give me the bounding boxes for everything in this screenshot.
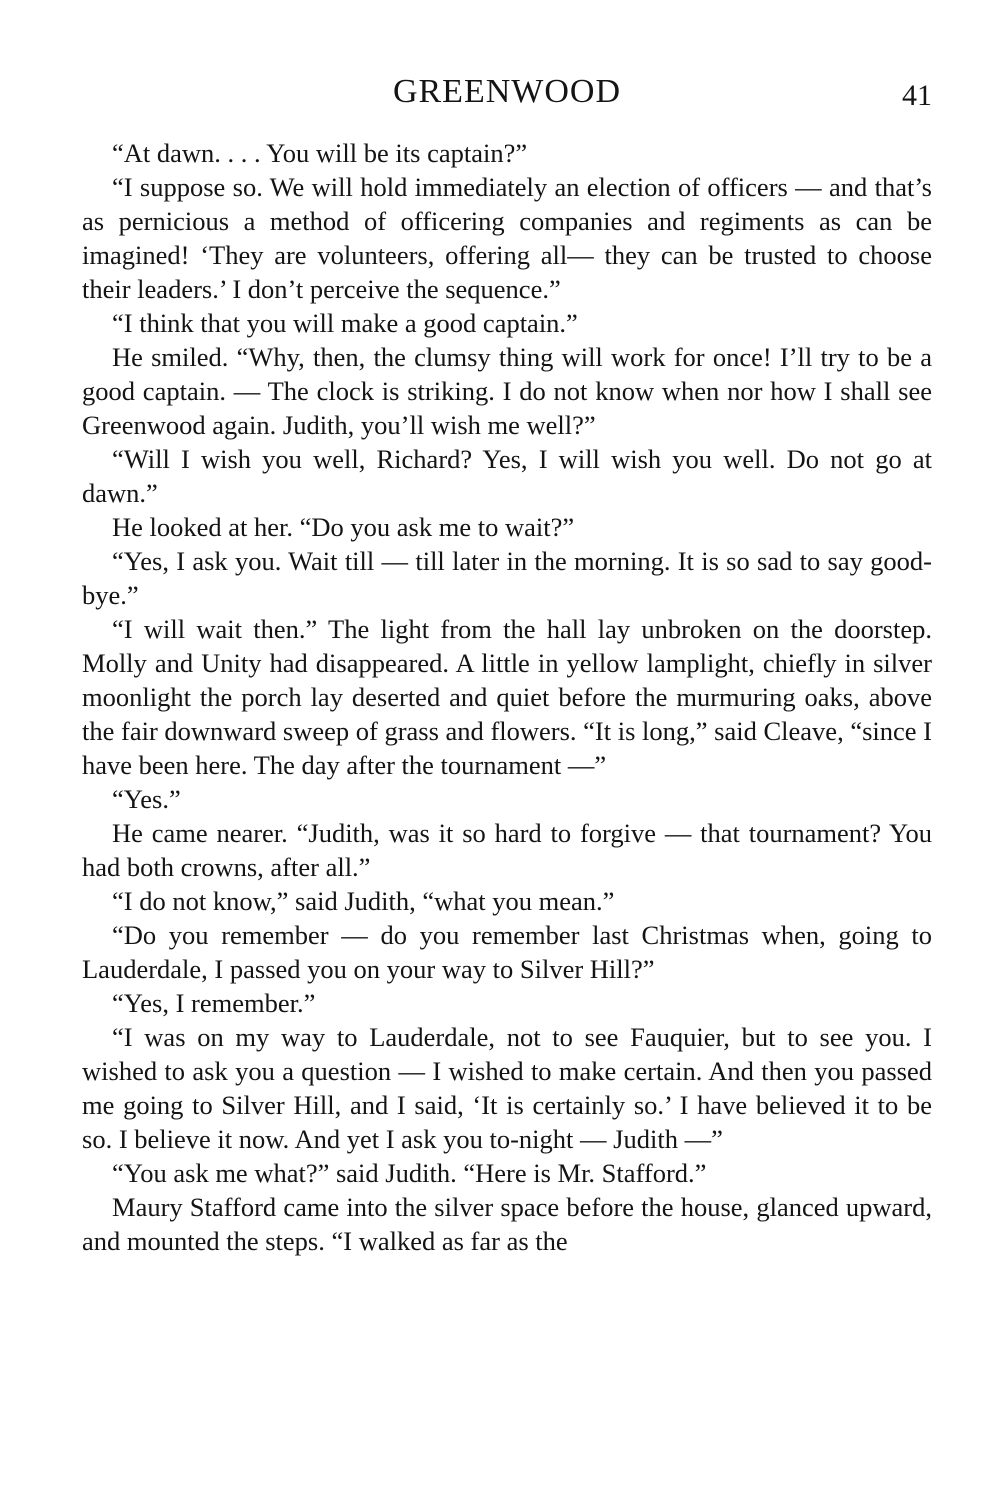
paragraph: “I suppose so. We will hold immediately an election of officers — and that’s as pernicious a method of officering companies and regiments as can be imagined! ‘They are volunteers, offering all— they can be trusted to choose their leaders.’ I don’t perceive the sequence.”: [82, 172, 932, 304]
paragraph: “Do you remember — do you remember last Christmas when, going to Lauderdale, I passed you on your way to Silver Hill?”: [82, 920, 932, 984]
paragraph: “I will wait then.” The light from the hall lay unbroken on the doorstep. Molly and Unity had disappeared. A little in yellow lamplight, chiefly in silver moonlight the porch lay deserted and quiet before the murmuring oaks, above the fair downward sweep of grass and flowers. “It is long,” said Cleave, “since I have been here. The day after the tournament —”: [82, 614, 932, 780]
paragraph: “I was on my way to Lauderdale, not to see Fauquier, but to see you. I wished to ask you a question — I wished to make certain. And then you passed me going to Silver Hill, and I said, ‘It is certainly so.’ I have believed it to be so. I believe it now. And yet I ask you to-night — Judith —”: [82, 1022, 932, 1154]
paragraph: Maury Stafford came into the silver space before the house, glanced upward, and mounted the steps. “I walked as far as the: [82, 1192, 932, 1256]
paragraph: “At dawn. . . . You will be its captain?”: [112, 138, 528, 168]
paragraph: “I do not know,” said Judith, “what you mean.”: [112, 886, 615, 916]
paragraph: “Yes.”: [112, 784, 181, 814]
paragraph: “Yes, I ask you. Wait till — till later in the morning. It is so sad to say good-bye.”: [82, 546, 932, 610]
paragraph: “Yes, I remember.”: [112, 988, 316, 1018]
running-head: [82, 72, 932, 112]
paragraph: “You ask me what?” said Judith. “Here is Mr. Stafford.”: [112, 1158, 707, 1188]
running-title: GREENWOOD: [392, 73, 622, 110]
body-text: [82, 136, 932, 1258]
book-page: [82, 72, 932, 1462]
paragraph: He looked at her. “Do you ask me to wait?”: [112, 512, 575, 542]
paragraph: He came nearer. “Judith, was it so hard to forgive — that tournament? You had both crowns, after all.”: [82, 818, 932, 882]
paragraph: “Will I wish you well, Richard? Yes, I will wish you well. Do not go at dawn.”: [82, 444, 932, 508]
paragraph: He smiled. “Why, then, the clumsy thing will work for once! I’ll try to be a good captain. — The clock is striking. I do not know when nor how I shall see Greenwood again. Judith, you’ll wish me well?”: [82, 342, 932, 440]
paragraph: “I think that you will make a good captain.”: [112, 308, 578, 338]
page-number: 41: [902, 79, 932, 112]
